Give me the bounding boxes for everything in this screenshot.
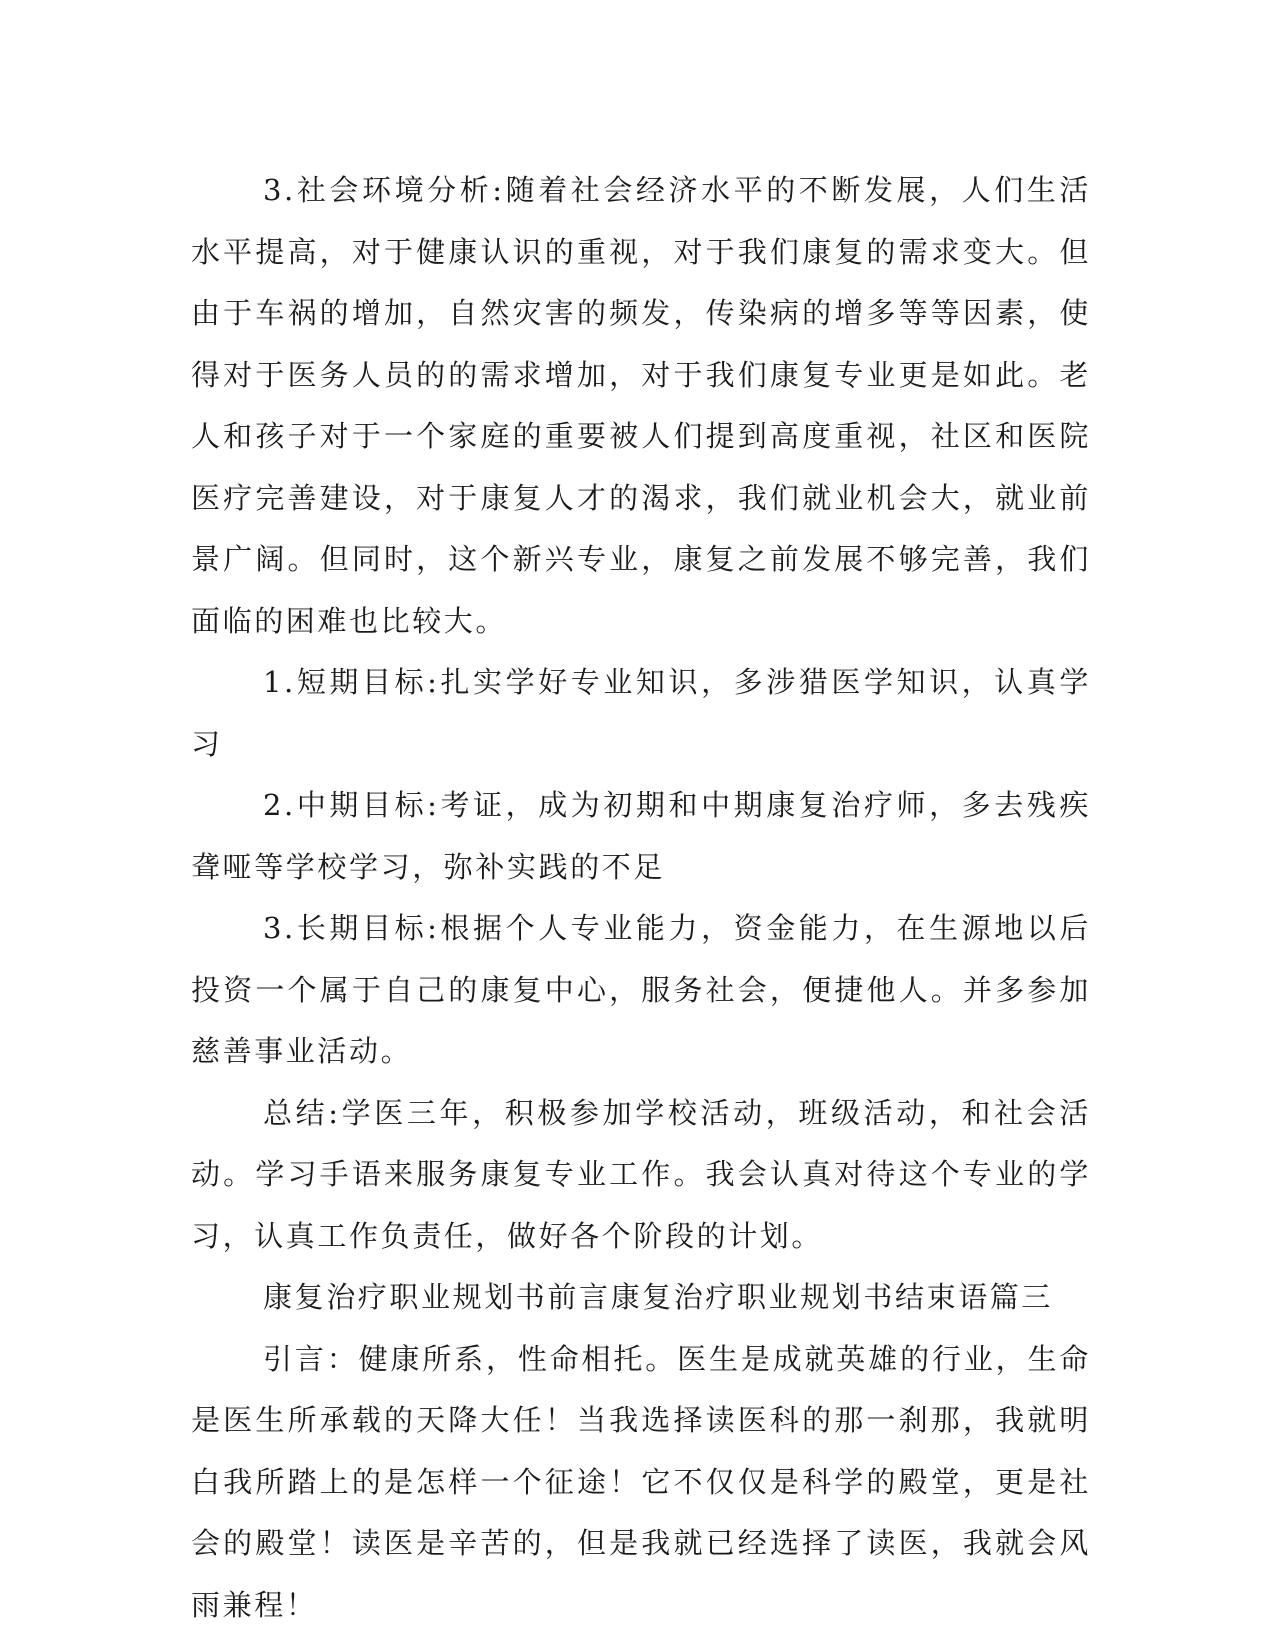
- paragraph-social-environment: 3.社会环境分析:随着社会经济水平的不断发展，人们生活水平提高，对于健康认识的重视，对于我们康复的需求变大。但由于车祸的增加，自然灾害的频发，传染病的增多等等因素，使得对于医务人员的的需求增加，对于我们康复专业更是如此。老人和孩子对于一个家庭的重要被人们提到高度重视，社区和医院医疗完善建设，对于康复人才的渴求，我们就业机会大，就业前景广阔。但同时，这个新兴专业，康复之前发展不够完善，我们面临的困难也比较大。: [191, 173, 1091, 638]
- paragraph-mid-term-goal: 2.中期目标:考证，成为初期和中期康复治疗师，多去残疾聋哑等学校学习，弥补实践的不足: [191, 788, 1091, 884]
- paragraph-summary: 总结:学医三年，积极参加学校活动，班级活动，和社会活动。学习手语来服务康复专业工作。我会认真对待这个专业的学习，认真工作负责任，做好各个阶段的计划。: [191, 1095, 1091, 1253]
- paragraph-long-term-goal: 3.长期目标:根据个人专业能力，资金能力，在生源地以后投资一个属于自己的康复中心，服务社会，便捷他人。并多参加慈善事业活动。: [191, 911, 1091, 1068]
- section-heading: 康复治疗职业规划书前言康复治疗职业规划书结束语篇三: [263, 1280, 1054, 1314]
- document-body: [191, 160, 1091, 1636]
- paragraph-short-term-goal: 1.短期目标:扎实学好专业知识，多涉猎医学知识，认真学习: [191, 665, 1091, 761]
- paragraph-introduction: 引言：健康所系，性命相托。医生是成就英雄的行业，生命是医生所承载的天降大任！当我选择读医科的那一刹那，我就明白我所踏上的是怎样一个征途！它不仅仅是科学的殿堂，更是社会的殿堂！读医是辛苦的，但是我就已经选择了读医，我就会风雨兼程！: [191, 1341, 1091, 1622]
